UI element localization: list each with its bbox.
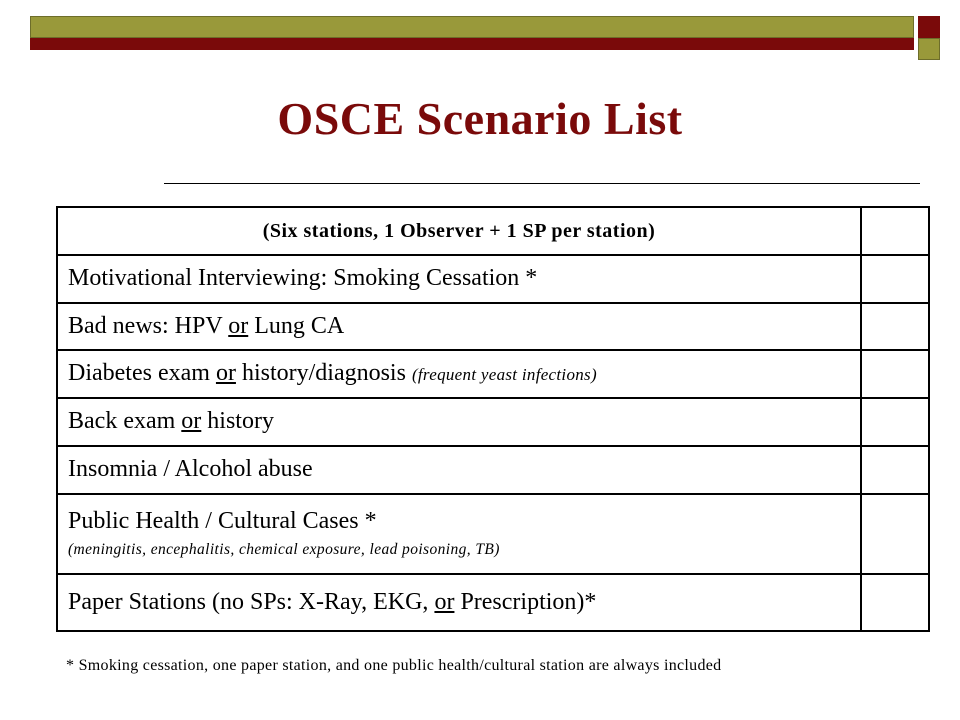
table-side-cell: [861, 574, 929, 631]
page-title: OSCE Scenario List: [277, 93, 683, 144]
table-row: [57, 350, 929, 398]
or-underlined: or: [181, 408, 202, 435]
scenario-text: Bad news: HPV: [68, 312, 229, 339]
scenario-table: [56, 206, 930, 632]
table-side-cell: [861, 207, 929, 255]
table-side-cell: [861, 350, 929, 398]
scenario-cell: [57, 446, 861, 494]
table-side-cell: [861, 446, 929, 494]
scenario-text: Diabetes exam: [68, 360, 216, 387]
scenario-text: Motivational Interviewing: Smoking Cessation *: [68, 265, 538, 292]
scenario-cell: [57, 255, 861, 303]
scenario-cell: [57, 494, 861, 574]
scenario-cell: [57, 574, 861, 631]
or-underlined: or: [228, 312, 249, 339]
table-side-cell: [861, 255, 929, 303]
table-header-row: [57, 207, 929, 255]
table-row: [57, 446, 929, 494]
footnote: * Smoking cessation, one paper station, and one public health/cultural station are always included: [66, 657, 722, 674]
table-side-cell: [861, 303, 929, 350]
scenario-text: Prescription)*: [454, 588, 597, 615]
title-divider: [164, 183, 920, 184]
scenario-text: Lung CA: [248, 312, 345, 339]
or-underlined: or: [215, 360, 236, 387]
table-side-cell: [861, 494, 929, 574]
table-row: [57, 398, 929, 446]
scenario-text: history/diagnosis: [235, 360, 412, 387]
corner-olive-square: [918, 38, 940, 60]
scenario-text: Paper Stations (no SPs: X-Ray, EKG,: [68, 588, 435, 615]
or-underlined: or: [434, 588, 455, 615]
scenario-cell: [57, 398, 861, 446]
top-maroon-bar: [30, 38, 914, 50]
corner-maroon-square: [918, 16, 940, 38]
top-olive-bar: [30, 16, 914, 38]
scenario-text: history: [201, 408, 274, 435]
scenario-subnote: (meningitis, encephalitis, chemical exposure, lead poisoning, TB): [68, 541, 500, 559]
table-row: [57, 303, 929, 350]
table-header: (Six stations, 1 Observer + 1 SP per station): [57, 207, 861, 255]
scenario-text: Insomnia / Alcohol abuse: [68, 456, 313, 483]
scenario-cell: [57, 350, 861, 398]
scenario-subnote: (frequent yeast infections): [411, 365, 597, 385]
scenario-cell: [57, 303, 861, 350]
table-side-cell: [861, 398, 929, 446]
table-row: [57, 494, 929, 574]
scenario-text: Public Health / Cultural Cases *: [68, 508, 377, 535]
table-row: [57, 255, 929, 303]
table-row: [57, 574, 929, 631]
scenario-text: Back exam: [68, 408, 182, 435]
